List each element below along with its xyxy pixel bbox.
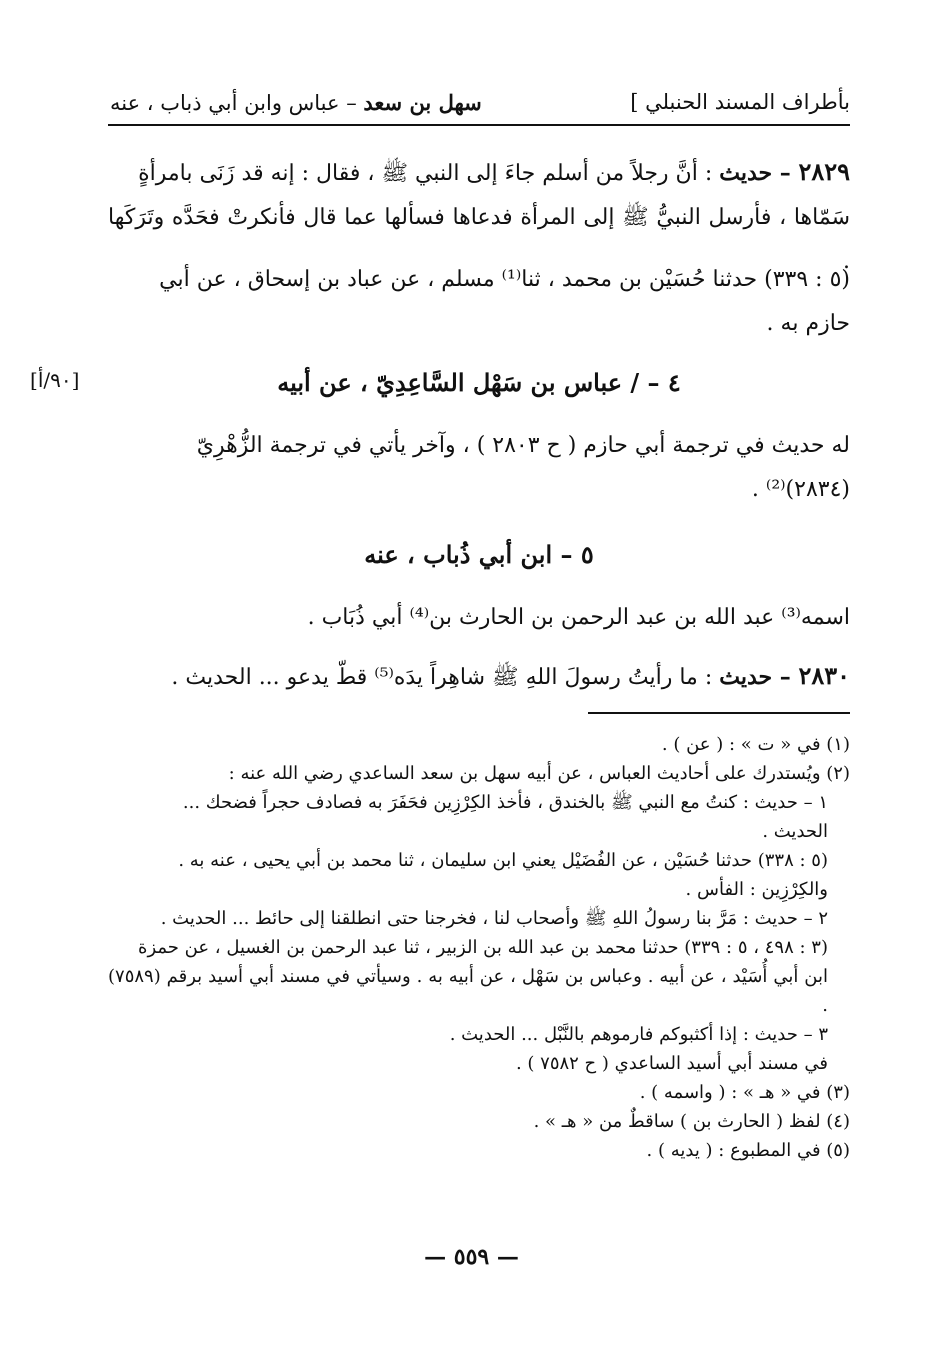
footnote-2-item: الحديث . — [762, 821, 828, 842]
section-text: (٢٨٣٤)⁽²⁾ . — [751, 477, 850, 502]
footnote-2-item: (٥ : ٣٣٨) حدثنا حُسَيْن ، عن الفُضَيْل يعني ابن سليمان ، ثنا محمد بن أبي يحيى ، عنه به . — [178, 850, 828, 871]
footnote-2-item: ١ – حديث : كنتُ مع النبي ﷺ بالخندق ، فأخذ الكِرْزِين فحَفَرَ به فصادف حجراً فضحك ... — [182, 792, 828, 813]
hadith-number: ٢٨٣٠ — [798, 661, 850, 690]
header-book-title: بأطراف المسند الحنبلي ] — [630, 90, 850, 114]
footnote-divider — [588, 712, 850, 714]
hadith-text: : أنَّ رجلاً من أسلم جاءَ إلى النبي ﷺ ، فقال : إنه قد زَنَى بامرأةٍ — [138, 161, 720, 186]
hadith-keyword: – حديث — [719, 664, 799, 690]
footnote-2-item: في مسند أبي أسيد الساعدي ( ح ٧٥٨٢ ) . — [515, 1053, 828, 1074]
isnad-text: (٥ : ٣٣٩) حدثنا حُسَيْن بن محمد ، ثنا⁽¹⁾ مسلم ، عن عباد بن إسحاق ، عن أبي — [159, 267, 850, 292]
section-5-name — [108, 596, 850, 640]
section-text: له حديث في ترجمة أبي حازم ( ح ٢٨٠٣ ) ، وآخر يأتي في ترجمة الزُّهْرِيّ — [196, 433, 850, 458]
section-text: اسمه⁽³⁾ عبد الله بن عبد الرحمن بن الحارث بن⁽⁴⁾ أبي ذُبَاب . — [307, 605, 850, 630]
section-title-5: ٥ – ابن أبي ذُباب ، عنه — [364, 540, 594, 569]
footnote-1: (١) في « ت » : ( عن ) . — [661, 734, 850, 755]
header-section-rest: – عباس وابن أبي ذباب ، عنه — [110, 91, 364, 115]
footnote-3: (٣) في « هـ » : ( واسمه ) . — [639, 1082, 850, 1103]
page-number: — ٥٥٩ — — [424, 1244, 519, 1270]
hadith-text: سَمّاها ، فأرسل النبيُّ ﷺ إلى المرأة فدعاها فسألها عما قال فأنكرتْ فحَدَّه وتَرَكَها . — [108, 205, 850, 274]
footnote-2-item: ابن أبي أُسَيْد ، عن أبيه . وعباس بن سَهْل ، عن أبيه به . وسيأتي في مسند أبي أسيد برقم (٧٥٨٩) . — [108, 966, 828, 1016]
hadith-text: : ما رأيتُ رسولَ اللهِ ﷺ شاهِراً يدَه⁽⁵⁾ قطّ يدعو ... الحديث . — [171, 665, 720, 690]
footnote-4: (٤) لفظ ( الحارث بن ) ساقطٌ من « هـ » . — [533, 1111, 850, 1132]
footnote-2-item: ٢ – حديث : مَرَّ بنا رسولُ اللهِ ﷺ وأصحاب لنا ، فخرجنا حتى انطلقنا إلى حائط ... الحديث . — [160, 908, 828, 929]
header-section-bold: سهل بن سعد — [363, 90, 482, 115]
running-header — [108, 88, 850, 126]
hadith-number: ٢٨٢٩ — [798, 157, 850, 186]
isnad-text: حازم به . — [766, 311, 850, 336]
hadith-keyword: – حديث — [719, 160, 799, 186]
footnote-5: (٥) في المطبوع : ( يديه ) . — [646, 1140, 850, 1161]
margin-folio-note: [٩٠/أ] — [30, 368, 80, 392]
footnote-2-item: (٣ : ٤٩٨ ، ٥ : ٣٣٩) حدثنا محمد بن عبد الله بن الزبير ، ثنا عبد الرحمن بن الغسيل ، عن حمزة — [138, 937, 828, 958]
hadith-2830 — [108, 654, 850, 700]
section-title-4: ٤ – / عباس بن سَهْل السَّاعِدِيّ ، عن أبيه — [277, 368, 681, 397]
header-section-title — [110, 90, 482, 115]
footnote-2-item: ٣ – حديث : إذا أكثبوكم فارموهم بالنَّبْل ... الحديث . — [449, 1024, 828, 1045]
isnad-2829 — [108, 258, 850, 346]
footnote-2: (٢) ويُستدرك على أحاديث العباس ، عن أبيه سهل بن سعد الساعدي رضي الله عنه : — [228, 763, 850, 784]
footnote-2-item: والكِرْزِين : الفأس . — [685, 879, 828, 900]
footnotes — [108, 730, 850, 1165]
section-4-body — [108, 424, 850, 512]
